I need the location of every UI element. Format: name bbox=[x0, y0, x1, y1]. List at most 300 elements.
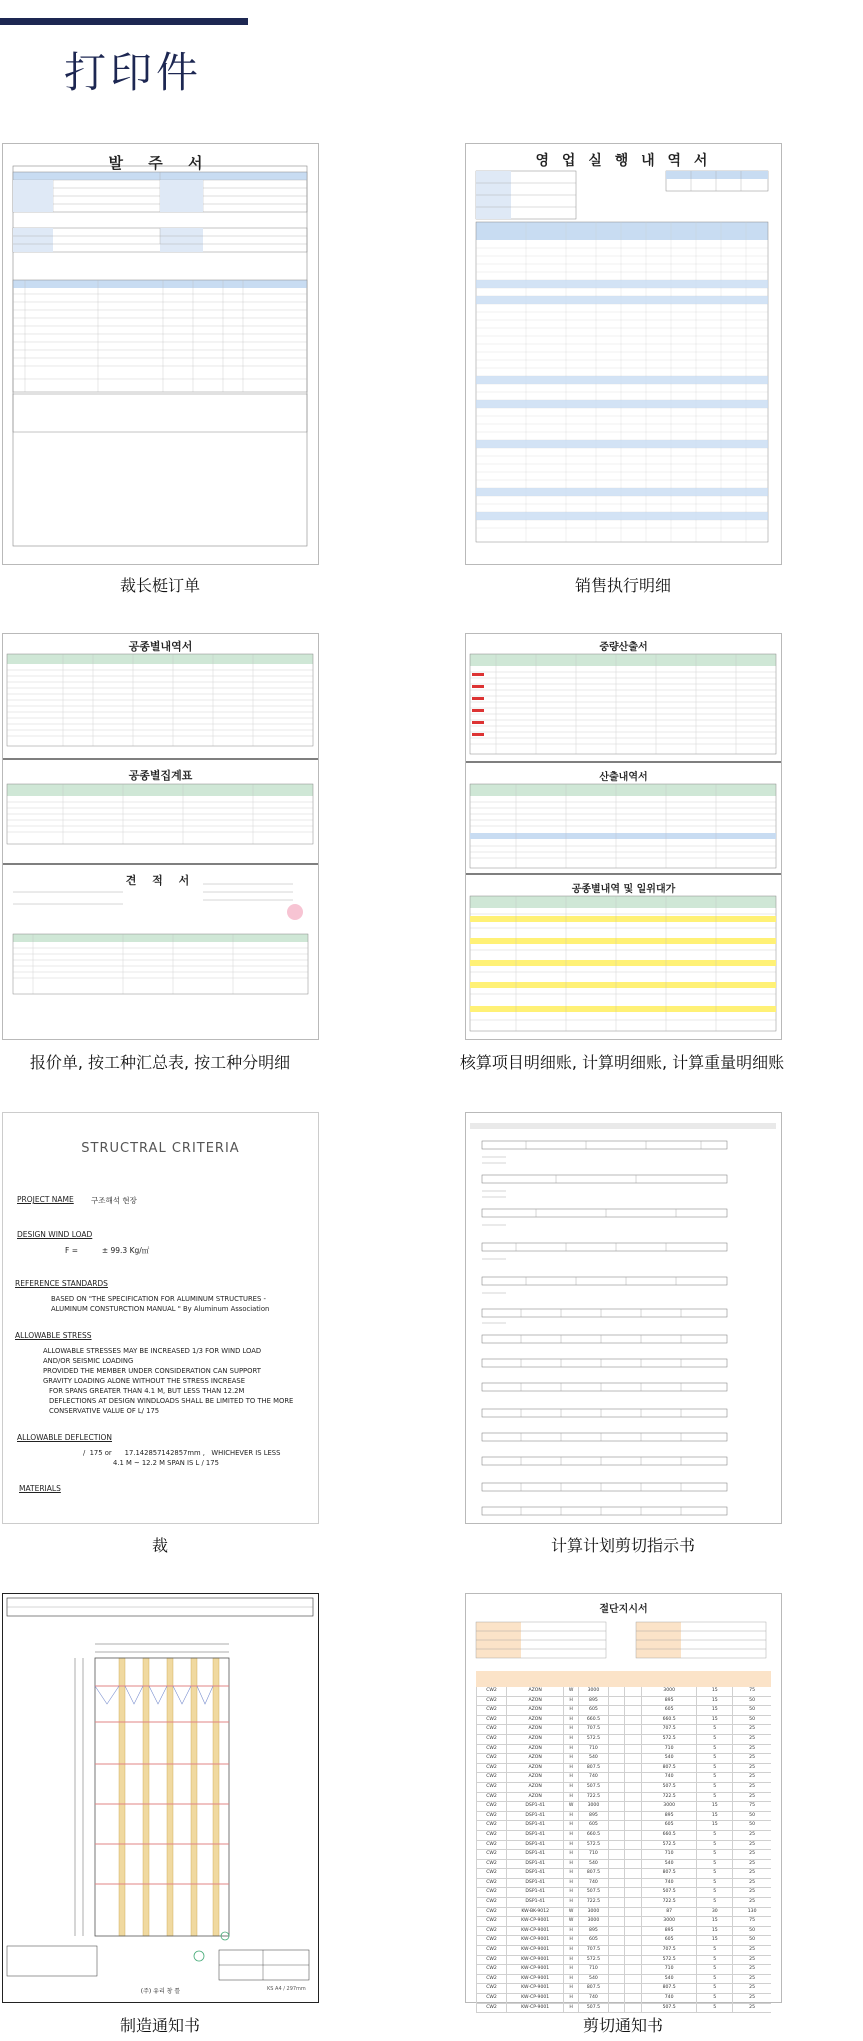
table-cell: 722.5 bbox=[641, 1793, 696, 1802]
table-cell: 895 bbox=[641, 1812, 696, 1821]
table-cell bbox=[608, 1946, 625, 1955]
table-cell: 15 bbox=[696, 1917, 732, 1926]
table-cell: 87 bbox=[641, 1908, 696, 1917]
table-cell bbox=[608, 1735, 625, 1744]
table-row bbox=[476, 1793, 771, 1803]
table-row bbox=[476, 1994, 771, 2004]
table-cell: H bbox=[563, 1735, 578, 1744]
table-cell: CW2 bbox=[476, 1956, 506, 1965]
table-cell bbox=[624, 1956, 641, 1965]
table-cell: 5 bbox=[696, 1841, 732, 1850]
table-cell bbox=[624, 1888, 641, 1897]
table-cell: 895 bbox=[578, 1927, 608, 1936]
accounting-illustration bbox=[466, 634, 781, 1039]
caption-quote: 报价单, 按工种汇总表, 按工种分明细 bbox=[29, 1053, 291, 1072]
table-row bbox=[476, 1754, 771, 1764]
table-cell: KW-CP-9001 bbox=[506, 1975, 563, 1984]
table-cell: W bbox=[563, 1908, 578, 1917]
table-cell: 507.5 bbox=[641, 1783, 696, 1792]
table-row bbox=[476, 1860, 771, 1870]
table-cell: 5 bbox=[696, 1745, 732, 1754]
table-cell: H bbox=[563, 1956, 578, 1965]
table-cell bbox=[624, 1908, 641, 1917]
table-cell: H bbox=[563, 2004, 578, 2013]
cut-notice-heading: 절단지시서 bbox=[599, 1604, 648, 1615]
table-cell: 15 bbox=[696, 1716, 732, 1725]
table-cell: H bbox=[563, 1936, 578, 1945]
table-cell: KW-CP-9001 bbox=[506, 1994, 563, 2003]
table-cell: AZON bbox=[506, 1687, 563, 1696]
manufacture-footer: (주) 유리 창 틀 bbox=[140, 1988, 181, 1995]
table-cell: KW-CP-9001 bbox=[506, 1917, 563, 1926]
table-cell bbox=[608, 1754, 625, 1763]
table-cell: 5 bbox=[696, 1735, 732, 1744]
table-cell: 722.5 bbox=[641, 1898, 696, 1907]
table-cell: 740 bbox=[578, 1879, 608, 1888]
table-cell bbox=[608, 1697, 625, 1706]
table-cell: H bbox=[563, 1975, 578, 1984]
table-cell: CW2 bbox=[476, 1687, 506, 1696]
table-cell: 25 bbox=[732, 1793, 771, 1802]
table-cell: AZON bbox=[506, 1764, 563, 1773]
table-cell bbox=[608, 1984, 625, 1993]
caption-manufacture: 制造通知书 bbox=[119, 2016, 200, 2035]
criteria-ref-1: BASED ON "THE SPECIFICATION FOR ALUMINUM STRUCTURES - bbox=[51, 1295, 266, 1303]
criteria-wind-label: DESIGN WIND LOAD bbox=[17, 1230, 93, 1239]
table-row bbox=[476, 1812, 771, 1822]
table-cell: 25 bbox=[732, 1764, 771, 1773]
table-cell: CW2 bbox=[476, 1716, 506, 1725]
table-cell: 50 bbox=[732, 1821, 771, 1830]
table-cell: H bbox=[563, 1773, 578, 1782]
table-cell: W bbox=[563, 1687, 578, 1696]
table-cell: H bbox=[563, 1725, 578, 1734]
table-cell: 25 bbox=[732, 1754, 771, 1763]
table-cell: 507.5 bbox=[578, 1783, 608, 1792]
table-cell: 540 bbox=[641, 1754, 696, 1763]
table-cell: 710 bbox=[578, 1965, 608, 1974]
table-row bbox=[476, 1927, 771, 1937]
table-cell: 3000 bbox=[578, 1802, 608, 1811]
table-cell: 50 bbox=[732, 1936, 771, 1945]
table-cell: 25 bbox=[732, 1965, 771, 1974]
table-cell: 740 bbox=[641, 1994, 696, 2003]
table-cell: 710 bbox=[578, 1745, 608, 1754]
table-cell bbox=[624, 1716, 641, 1725]
table-cell: H bbox=[563, 1994, 578, 2003]
table-cell: CW2 bbox=[476, 1850, 506, 1859]
table-cell: AZON bbox=[506, 1783, 563, 1792]
table-cell: 15 bbox=[696, 1927, 732, 1936]
criteria-stress-7: CONSERVATIVE VALUE OF L/ 175 bbox=[49, 1407, 160, 1415]
section-title: 打印件 bbox=[64, 48, 203, 97]
caption-cut-plan: 计算计划剪切指示书 bbox=[550, 1536, 695, 1555]
table-cell: 3000 bbox=[578, 1917, 608, 1926]
table-cell: AZON bbox=[506, 1745, 563, 1754]
table-cell: CW2 bbox=[476, 1841, 506, 1850]
table-cell: 605 bbox=[578, 1936, 608, 1945]
table-cell: KW-BK-9012 bbox=[506, 1908, 563, 1917]
table-cell: CW2 bbox=[476, 1917, 506, 1926]
table-cell: H bbox=[563, 1879, 578, 1888]
table-cell: H bbox=[563, 1821, 578, 1830]
table-cell: DSP1-41 bbox=[506, 1841, 563, 1850]
table-cell: AZON bbox=[506, 1754, 563, 1763]
table-cell: 5 bbox=[696, 1994, 732, 2003]
table-cell: 5 bbox=[696, 1725, 732, 1734]
table-cell bbox=[624, 1850, 641, 1859]
table-cell: 5 bbox=[696, 1764, 732, 1773]
table-row bbox=[476, 1773, 771, 1783]
criteria-ref-2: ALUMINUM CONSTURCTION MANUAL " By Aluminum Association bbox=[51, 1305, 270, 1313]
table-cell bbox=[624, 1706, 641, 1715]
table-cell bbox=[608, 1764, 625, 1773]
table-cell bbox=[608, 1773, 625, 1782]
table-cell: 25 bbox=[732, 1831, 771, 1840]
table-cell: 15 bbox=[696, 1936, 732, 1945]
table-cell: 5 bbox=[696, 1773, 732, 1782]
table-cell: 507.5 bbox=[578, 1888, 608, 1897]
table-row bbox=[476, 1706, 771, 1716]
table-cell: CW2 bbox=[476, 1745, 506, 1754]
table-cell: 807.5 bbox=[641, 1764, 696, 1773]
table-cell: CW2 bbox=[476, 1821, 506, 1830]
table-cell: 75 bbox=[732, 1687, 771, 1696]
print-sample-cut-notice[interactable] bbox=[465, 1593, 782, 2010]
table-cell bbox=[624, 1793, 641, 1802]
table-row bbox=[476, 1821, 771, 1831]
table-cell bbox=[608, 1725, 625, 1734]
table-cell bbox=[608, 1898, 625, 1907]
sales-heading: 영 업 실 행 내 역 서 bbox=[535, 153, 712, 169]
table-cell: CW2 bbox=[476, 1783, 506, 1792]
table-row bbox=[476, 1850, 771, 1860]
table-cell: H bbox=[563, 1946, 578, 1955]
table-row bbox=[476, 1975, 771, 1985]
acct-heading-1: 중량산출서 bbox=[599, 642, 648, 653]
table-cell: 572.5 bbox=[578, 1841, 608, 1850]
table-cell: 740 bbox=[578, 1994, 608, 2003]
print-sample-criteria[interactable] bbox=[2, 1112, 319, 1524]
table-cell: KW-CP-9001 bbox=[506, 1936, 563, 1945]
criteria-defl-2: 4.1 M ~ 12.2 M SPAN IS L / 175 bbox=[113, 1459, 219, 1467]
table-cell: CW2 bbox=[476, 1908, 506, 1917]
table-cell bbox=[608, 1956, 625, 1965]
table-cell bbox=[624, 1965, 641, 1974]
table-cell: DSP1-41 bbox=[506, 1850, 563, 1859]
table-cell bbox=[624, 1917, 641, 1926]
sales-detail-illustration bbox=[466, 144, 781, 564]
table-cell: 707.5 bbox=[578, 1946, 608, 1955]
table-cell: DSP1-41 bbox=[506, 1831, 563, 1840]
table-cell: 895 bbox=[578, 1697, 608, 1706]
table-cell: CW2 bbox=[476, 1802, 506, 1811]
table-row bbox=[476, 1965, 771, 1975]
table-cell bbox=[624, 1697, 641, 1706]
table-cell: AZON bbox=[506, 1735, 563, 1744]
table-row bbox=[476, 1956, 771, 1966]
criteria-stress-1: ALLOWABLE STRESSES MAY BE INCREASED 1/3 FOR WIND LOAD bbox=[43, 1347, 262, 1355]
table-cell: 25 bbox=[732, 1956, 771, 1965]
table-cell: 540 bbox=[641, 1975, 696, 1984]
table-cell bbox=[608, 1975, 625, 1984]
table-cell bbox=[608, 1927, 625, 1936]
table-cell: CW2 bbox=[476, 1888, 506, 1897]
table-cell: DSP1-41 bbox=[506, 1860, 563, 1869]
table-cell: H bbox=[563, 1745, 578, 1754]
table-cell: 15 bbox=[696, 1687, 732, 1696]
quote-illustration bbox=[3, 634, 318, 1039]
table-cell: AZON bbox=[506, 1697, 563, 1706]
table-cell: 605 bbox=[641, 1821, 696, 1830]
table-row bbox=[476, 1697, 771, 1707]
print-sample-quote[interactable] bbox=[2, 633, 319, 1040]
table-cell: 5 bbox=[696, 1975, 732, 1984]
table-cell: 25 bbox=[732, 1725, 771, 1734]
table-cell bbox=[624, 1764, 641, 1773]
table-cell: 25 bbox=[732, 1850, 771, 1859]
table-cell: 660.5 bbox=[641, 1831, 696, 1840]
table-cell: 807.5 bbox=[578, 1984, 608, 1993]
table-cell bbox=[624, 1783, 641, 1792]
table-cell: H bbox=[563, 1888, 578, 1897]
criteria-wind-value: F = ± 99.3 Kg/㎡ bbox=[65, 1246, 150, 1255]
table-cell bbox=[608, 1783, 625, 1792]
table-cell: 605 bbox=[578, 1821, 608, 1830]
table-cell: 15 bbox=[696, 1821, 732, 1830]
table-cell: 3000 bbox=[578, 1687, 608, 1696]
table-cell: W bbox=[563, 1802, 578, 1811]
table-cell bbox=[608, 1965, 625, 1974]
table-cell: 5 bbox=[696, 1956, 732, 1965]
table-cell: 25 bbox=[732, 1946, 771, 1955]
order-heading: 발 주 서 bbox=[108, 154, 213, 172]
table-cell: 30 bbox=[696, 1908, 732, 1917]
table-cell: 5 bbox=[696, 1793, 732, 1802]
table-cell: CW2 bbox=[476, 1860, 506, 1869]
table-cell: KW-CP-9001 bbox=[506, 1946, 563, 1955]
table-cell: 25 bbox=[732, 1745, 771, 1754]
table-cell bbox=[624, 1994, 641, 2003]
table-cell: 130 bbox=[732, 1908, 771, 1917]
table-cell: 5 bbox=[696, 1984, 732, 1993]
table-cell bbox=[624, 1802, 641, 1811]
table-row bbox=[476, 2004, 771, 2014]
criteria-stress-3: PROVIDED THE MEMBER UNDER CONSIDERATION CAN SUPPORT bbox=[43, 1367, 261, 1375]
table-cell: AZON bbox=[506, 1793, 563, 1802]
table-cell: 507.5 bbox=[578, 2004, 608, 2013]
table-cell: 5 bbox=[696, 1965, 732, 1974]
criteria-defl-label: ALLOWABLE DEFLECTION bbox=[17, 1433, 112, 1442]
criteria-stress-6: DEFLECTIONS AT DESIGN WINDLOADS SHALL BE LIMITED TO THE MORE bbox=[49, 1397, 294, 1405]
table-cell: AZON bbox=[506, 1725, 563, 1734]
table-cell: 15 bbox=[696, 1812, 732, 1821]
table-cell bbox=[624, 1754, 641, 1763]
criteria-stress-4: GRAVITY LOADING ALONE WITHOUT THE STRESS INCREASE bbox=[43, 1377, 246, 1385]
table-cell: 5 bbox=[696, 1783, 732, 1792]
table-cell: DSP1-41 bbox=[506, 1821, 563, 1830]
table-cell: DSP1-41 bbox=[506, 1879, 563, 1888]
table-row bbox=[476, 1888, 771, 1898]
table-row bbox=[476, 1984, 771, 1994]
table-cell: H bbox=[563, 1869, 578, 1878]
table-cell bbox=[624, 1745, 641, 1754]
table-cell bbox=[624, 1946, 641, 1955]
criteria-ref-label: REFERENCE STANDARDS bbox=[15, 1279, 108, 1288]
criteria-stress-2: AND/OR SEISMIC LOADING bbox=[43, 1357, 134, 1365]
table-cell: CW2 bbox=[476, 1706, 506, 1715]
table-cell: 25 bbox=[732, 1860, 771, 1869]
table-cell bbox=[608, 1936, 625, 1945]
table-cell: 25 bbox=[732, 1773, 771, 1782]
table-cell: 5 bbox=[696, 2004, 732, 2013]
table-cell: DSP1-41 bbox=[506, 1898, 563, 1907]
table-row bbox=[476, 1908, 771, 1918]
table-cell bbox=[624, 1879, 641, 1888]
table-cell bbox=[624, 1725, 641, 1734]
table-cell bbox=[624, 1869, 641, 1878]
table-cell: 540 bbox=[578, 1860, 608, 1869]
manufacture-drawing-illustration bbox=[3, 1594, 318, 2002]
table-cell: 605 bbox=[578, 1706, 608, 1715]
table-cell: 722.5 bbox=[578, 1898, 608, 1907]
criteria-project-label: PROJECT NAME bbox=[17, 1195, 74, 1204]
table-cell: H bbox=[563, 1716, 578, 1725]
table-cell: H bbox=[563, 1697, 578, 1706]
table-cell: 710 bbox=[578, 1850, 608, 1859]
acct-heading-2: 산출내역서 bbox=[599, 772, 648, 783]
table-cell: 5 bbox=[696, 1831, 732, 1840]
print-sample-order[interactable] bbox=[2, 143, 319, 565]
table-cell bbox=[608, 1908, 625, 1917]
quote-heading-2: 공종별집계표 bbox=[128, 769, 193, 782]
table-row bbox=[476, 1802, 771, 1812]
table-cell: KW-CP-9001 bbox=[506, 2004, 563, 2013]
table-cell: CW2 bbox=[476, 1764, 506, 1773]
table-cell: 707.5 bbox=[641, 1725, 696, 1734]
table-cell: AZON bbox=[506, 1773, 563, 1782]
print-sample-sales[interactable] bbox=[465, 143, 782, 565]
table-cell: 540 bbox=[641, 1860, 696, 1869]
table-row bbox=[476, 1735, 771, 1745]
table-cell: CW2 bbox=[476, 1869, 506, 1878]
table-cell bbox=[624, 1860, 641, 1869]
table-cell: H bbox=[563, 1860, 578, 1869]
table-cell: 25 bbox=[732, 1898, 771, 1907]
table-cell: 710 bbox=[641, 1745, 696, 1754]
table-cell: CW2 bbox=[476, 1936, 506, 1945]
table-cell: 15 bbox=[696, 1697, 732, 1706]
table-cell: 75 bbox=[732, 1802, 771, 1811]
table-cell: 660.5 bbox=[578, 1831, 608, 1840]
table-row bbox=[476, 1936, 771, 1946]
table-cell: 507.5 bbox=[641, 2004, 696, 2013]
table-cell: 3000 bbox=[641, 1917, 696, 1926]
table-cell: H bbox=[563, 1965, 578, 1974]
table-cell bbox=[608, 1716, 625, 1725]
print-sample-manufacture[interactable] bbox=[2, 1593, 319, 2003]
table-cell: 605 bbox=[641, 1936, 696, 1945]
table-cell: 25 bbox=[732, 1994, 771, 2003]
table-cell: CW2 bbox=[476, 1975, 506, 1984]
table-cell bbox=[608, 1821, 625, 1830]
table-cell: 572.5 bbox=[578, 1735, 608, 1744]
table-cell bbox=[624, 1735, 641, 1744]
table-cell: 50 bbox=[732, 1812, 771, 1821]
table-row bbox=[476, 1946, 771, 1956]
table-cell: 707.5 bbox=[578, 1725, 608, 1734]
table-cell bbox=[624, 1821, 641, 1830]
table-cell: H bbox=[563, 1706, 578, 1715]
table-cell: 507.5 bbox=[641, 1888, 696, 1897]
table-cell bbox=[624, 1975, 641, 1984]
caption-criteria: 裁 bbox=[151, 1536, 168, 1555]
table-cell: 15 bbox=[696, 1802, 732, 1811]
print-sample-cut-plan[interactable] bbox=[465, 1112, 782, 1524]
table-row bbox=[476, 1764, 771, 1774]
table-row bbox=[476, 1831, 771, 1841]
table-cell: 25 bbox=[732, 1783, 771, 1792]
table-cell: 50 bbox=[732, 1927, 771, 1936]
table-cell: CW2 bbox=[476, 1725, 506, 1734]
table-row bbox=[476, 1917, 771, 1927]
table-cell bbox=[608, 1879, 625, 1888]
table-cell bbox=[608, 1841, 625, 1850]
cut-notice-table bbox=[476, 1687, 771, 2013]
table-cell: 25 bbox=[732, 1879, 771, 1888]
table-cell: KW-CP-9001 bbox=[506, 1965, 563, 1974]
quote-heading-3: 견 적 서 bbox=[125, 874, 196, 887]
table-cell bbox=[608, 1850, 625, 1859]
table-cell: CW2 bbox=[476, 1754, 506, 1763]
table-cell: DSP1-41 bbox=[506, 1812, 563, 1821]
table-cell: CW2 bbox=[476, 1735, 506, 1744]
table-cell bbox=[624, 1984, 641, 1993]
table-cell: 5 bbox=[696, 1888, 732, 1897]
table-cell: 722.5 bbox=[578, 1793, 608, 1802]
caption-order: 裁长梃订单 bbox=[119, 576, 200, 595]
table-cell bbox=[608, 1888, 625, 1897]
table-cell bbox=[608, 1994, 625, 2003]
table-cell: 605 bbox=[641, 1706, 696, 1715]
print-sample-accounting[interactable] bbox=[465, 633, 782, 1040]
table-cell bbox=[608, 1869, 625, 1878]
table-cell: 5 bbox=[696, 1879, 732, 1888]
criteria-defl-1: / 175 or 17.142857142857mm , WHICHEVER IS LESS bbox=[83, 1449, 281, 1457]
table-cell: 572.5 bbox=[578, 1956, 608, 1965]
section-accent-bar bbox=[0, 18, 248, 25]
table-cell: AZON bbox=[506, 1716, 563, 1725]
table-cell bbox=[608, 1917, 625, 1926]
table-cell: CW2 bbox=[476, 1946, 506, 1955]
table-cell: CW2 bbox=[476, 1879, 506, 1888]
table-cell: 25 bbox=[732, 1735, 771, 1744]
table-cell: 740 bbox=[641, 1773, 696, 1782]
table-cell: KW-CP-9001 bbox=[506, 1984, 563, 1993]
criteria-stress-5: FOR SPANS GREATER THAN 4.1 M, BUT LESS THAN 12.2M bbox=[49, 1387, 245, 1395]
table-cell: 25 bbox=[732, 1888, 771, 1897]
table-cell: 572.5 bbox=[641, 1956, 696, 1965]
table-cell: 707.5 bbox=[641, 1946, 696, 1955]
table-row bbox=[476, 1687, 771, 1697]
caption-accounting: 核算项目明细账, 计算明细账, 计算重量明细账 bbox=[459, 1053, 785, 1072]
table-cell: CW2 bbox=[476, 1812, 506, 1821]
table-cell: 710 bbox=[641, 1850, 696, 1859]
table-cell bbox=[624, 1841, 641, 1850]
table-row bbox=[476, 1725, 771, 1735]
table-cell: CW2 bbox=[476, 1898, 506, 1907]
table-cell bbox=[608, 1802, 625, 1811]
